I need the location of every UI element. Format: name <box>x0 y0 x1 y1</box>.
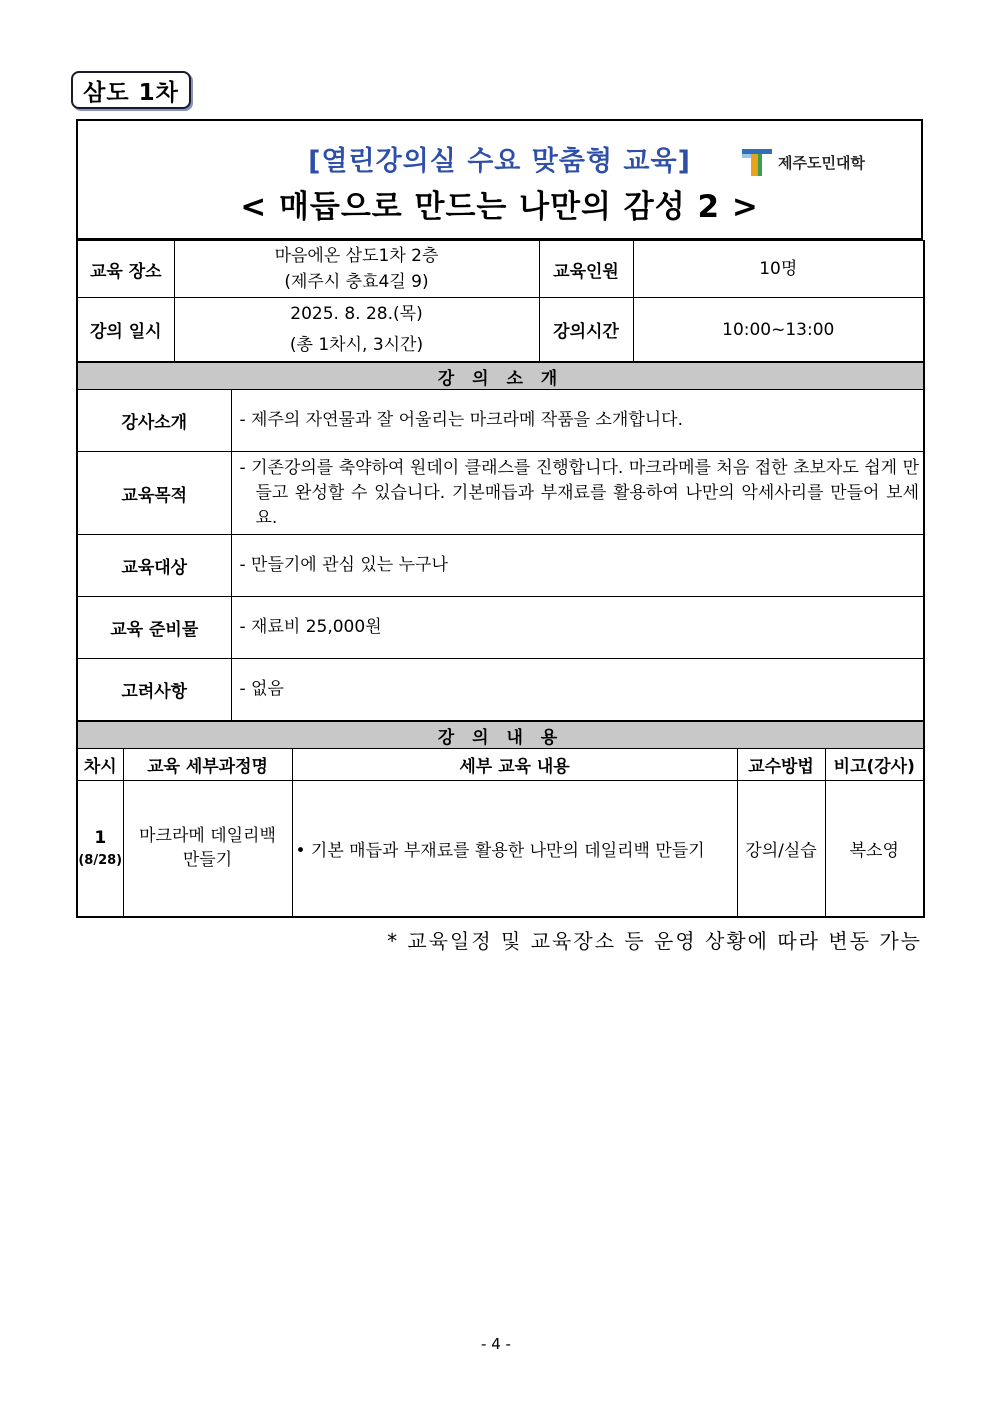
session-date: (8/28) <box>78 853 123 869</box>
intro-row <box>77 452 924 535</box>
instructor-intro-text: - 제주의 자연물과 잘 어울리는 마크라메 작품을 소개합니다. <box>231 390 924 452</box>
header-instructor: 비고(강사) <box>825 749 924 781</box>
course-document <box>76 119 923 918</box>
logo-icon <box>742 147 774 177</box>
university-logo <box>742 147 865 177</box>
capacity-value: 10명 <box>633 241 924 298</box>
purpose-label: 교육목적 <box>77 452 231 535</box>
table-row <box>77 781 924 917</box>
materials-text: - 재료비 25,000원 <box>231 597 924 659</box>
instructor-name: 복소영 <box>825 781 924 917</box>
session-cell <box>77 781 123 917</box>
time-value: 10:00~13:00 <box>633 298 924 362</box>
target-label: 교육대상 <box>77 535 231 597</box>
program-title: [열린강의실 수요 맞춤형 교육] <box>308 146 691 177</box>
place-line1: 마음에온 삼도1차 2층 <box>274 246 439 266</box>
teaching-method: 강의/실습 <box>737 781 825 917</box>
time-label: 강의시간 <box>539 298 633 362</box>
intro-row <box>77 597 924 659</box>
date-line1: 2025. 8. 28.(목) <box>290 303 423 324</box>
intro-table <box>76 362 925 721</box>
header-method: 교수방법 <box>737 749 825 781</box>
title-block <box>77 120 922 239</box>
target-text: - 만들기에 관심 있는 누구나 <box>231 535 924 597</box>
capacity-label: 교육인원 <box>539 241 633 298</box>
intro-row <box>77 535 924 597</box>
header-table <box>76 119 923 240</box>
intro-section-title: 강 의 소 개 <box>77 363 924 390</box>
info-table <box>76 240 925 362</box>
logo-text: 제주도민대학 <box>778 153 865 172</box>
intro-row <box>77 659 924 721</box>
header-detail: 세부 교육 내용 <box>292 749 737 781</box>
considerations-text: - 없음 <box>231 659 924 721</box>
location-tag: 삼도 1차 <box>71 71 191 109</box>
date-value <box>174 298 539 362</box>
purpose-cell <box>231 452 924 535</box>
date-line2: (총 1차시, 3시간) <box>289 334 424 355</box>
page-number: - 4 - <box>481 1335 511 1353</box>
place-line2: (제주시 충효4길 9) <box>284 272 429 292</box>
purpose-text: - 기존강의를 축약하여 원데이 클래스를 진행합니다. 마크라메를 처음 접한 초보자도 쉽게 만들고 완성할 수 있습니다. 기본매듭과 부재료를 활용하여 나만의 악세사리를 만들어 보세요. <box>239 457 920 528</box>
schedule-note: * 교육일정 및 교육장소 등 운영 상황에 따라 변동 가능 <box>387 929 922 953</box>
materials-label: 교육 준비물 <box>77 597 231 659</box>
course-name: 마크라메 데일리백 만들기 <box>123 781 292 917</box>
instructor-intro-label: 강사소개 <box>77 390 231 452</box>
course-title: < 매듭으로 만드는 나만의 감성 2 > <box>240 189 759 225</box>
session-number: 1 <box>94 828 107 849</box>
intro-row <box>77 390 924 452</box>
course-detail: • 기본 매듭과 부재료를 활용한 나만의 데일리백 만들기 <box>292 781 737 917</box>
header-session: 차시 <box>77 749 123 781</box>
place-value <box>174 241 539 298</box>
content-section-title: 강 의 내 용 <box>77 722 924 749</box>
place-label: 교육 장소 <box>77 241 174 298</box>
content-table <box>76 721 925 918</box>
header-course: 교육 세부과정명 <box>123 749 292 781</box>
date-label: 강의 일시 <box>77 298 174 362</box>
considerations-label: 고려사항 <box>77 659 231 721</box>
